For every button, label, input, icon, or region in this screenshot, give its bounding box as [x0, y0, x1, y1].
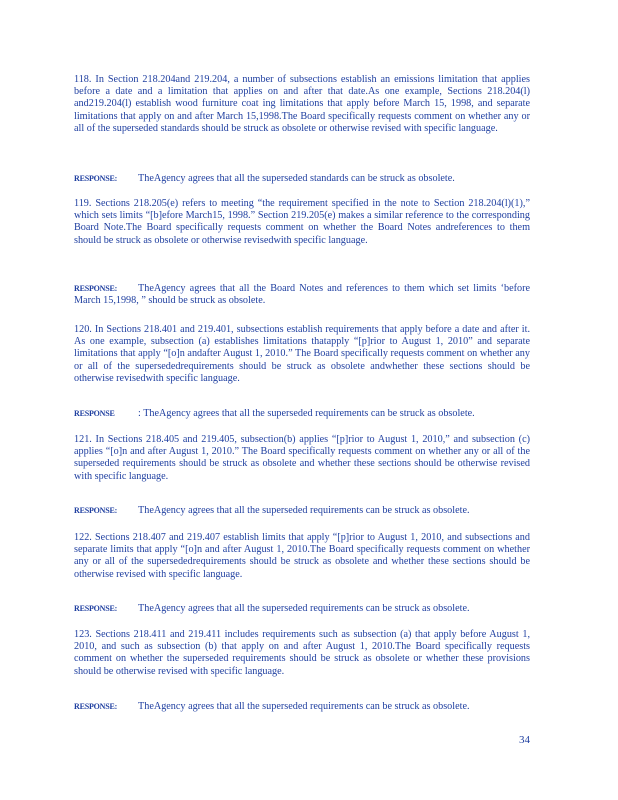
response-119 — [74, 283, 530, 307]
comment-119: 119. Sections 218.205(e) refers to meeting “the requirement specified in the note to Section 218.204(l)(1),” which sets limits “[b]efore March15, 1998.” Section 219.205(e) makes a similar reference to the corresponding Board Note.The Board specifically requests comment on whether the Board Notes andreferences to them should be struck as obsolete or otherwise revisedwith specific language. — [74, 198, 530, 246]
comment-123: 123. Sections 218.411 and 219.411 includes requirements such as subsection (a) that apply before August 1, 2010, and such as subsection (b) that apply on and after August 1, 2010.The Board specifically requests comment on whether the superseded requirements should be struck as obsolete or whether these provisions should be otherwise revised with specific language. — [74, 629, 530, 677]
response-120 — [74, 408, 530, 420]
comment-122: 122. Sections 218.407 and 219.407 establish limits that apply “[p]rior to August 1, 2010, and subsections and separate limits that apply “[o]n and after August 1, 2010.The Board specifically requests comment on whether any or all of the supersededrequirements should be struck as obsolete and whether these sections should be otherwise revised with specific language. — [74, 532, 530, 580]
response-text: TheAgency agrees that all the superseded requirements can be struck as obsolete. — [138, 701, 470, 712]
response-label: RESPONSE: — [74, 604, 118, 613]
comment-120: 120. In Sections 218.401 and 219.401, subsections establish requirements that apply before a date and after it. As one example, subsection (a) establishes limitations thatapply “[p]rior to August 1, 2010” and separate limitations that apply “[o]n andafter August 1, 2010.” The Board specifically requests comment on whether any or all of the supersededrequirements should be struck as obsolete andwhether these sections should be otherwise revisedwith specific language. — [74, 324, 530, 384]
comment-121: 121. In Sections 218.405 and 219.405, subsection(b) applies “[p]rior to August 1, 2010,” and subsection (c) applies “[o]n and after August 1, 2010.” The Board specifically requests comment on whether any or all of the superseded requirements should be struck as obsolete and whether these sections should be otherwise revised with specific language. — [74, 434, 530, 482]
response-123 — [74, 701, 530, 713]
response-text: : TheAgency agrees that all the superseded requirements can be struck as obsolete. — [138, 408, 475, 419]
response-text: TheAgency agrees that all the superseded requirements can be struck as obsolete. — [138, 603, 470, 614]
response-label: RESPONSE — [74, 409, 115, 418]
comment-118: 118. In Section 218.204and 219.204, a number of subsections establish an emissions limitation that applies before a date and a limitation that applies on and after that date.As one example, Sections 218.204(l) and219.204(l) establish wood furniture coat ing limitations that apply before March 15, 1998, and separate limitations that apply on and after March 15,1998.The Board specifically requests comment on whether any or all of the superseded standards should be struck as obsolete or otherwise revised with specific language. — [74, 74, 530, 134]
response-label: RESPONSE: — [74, 506, 118, 515]
response-118 — [74, 173, 530, 185]
response-label: RESPONSE: — [74, 284, 118, 293]
response-label: RESPONSE: — [74, 174, 118, 183]
response-text: TheAgency agrees that all the Board Notes and references to them which set limits ‘before March 15,1998, ” should be struck as obsolete. — [74, 283, 530, 307]
response-label: RESPONSE: — [74, 702, 118, 711]
response-text: TheAgency agrees that all the superseded requirements can be struck as obsolete. — [138, 505, 470, 516]
response-122 — [74, 603, 530, 615]
page-number: 34 — [519, 734, 530, 746]
response-text: TheAgency agrees that all the superseded standards can be struck as obsolete. — [138, 173, 455, 184]
response-121 — [74, 505, 530, 517]
